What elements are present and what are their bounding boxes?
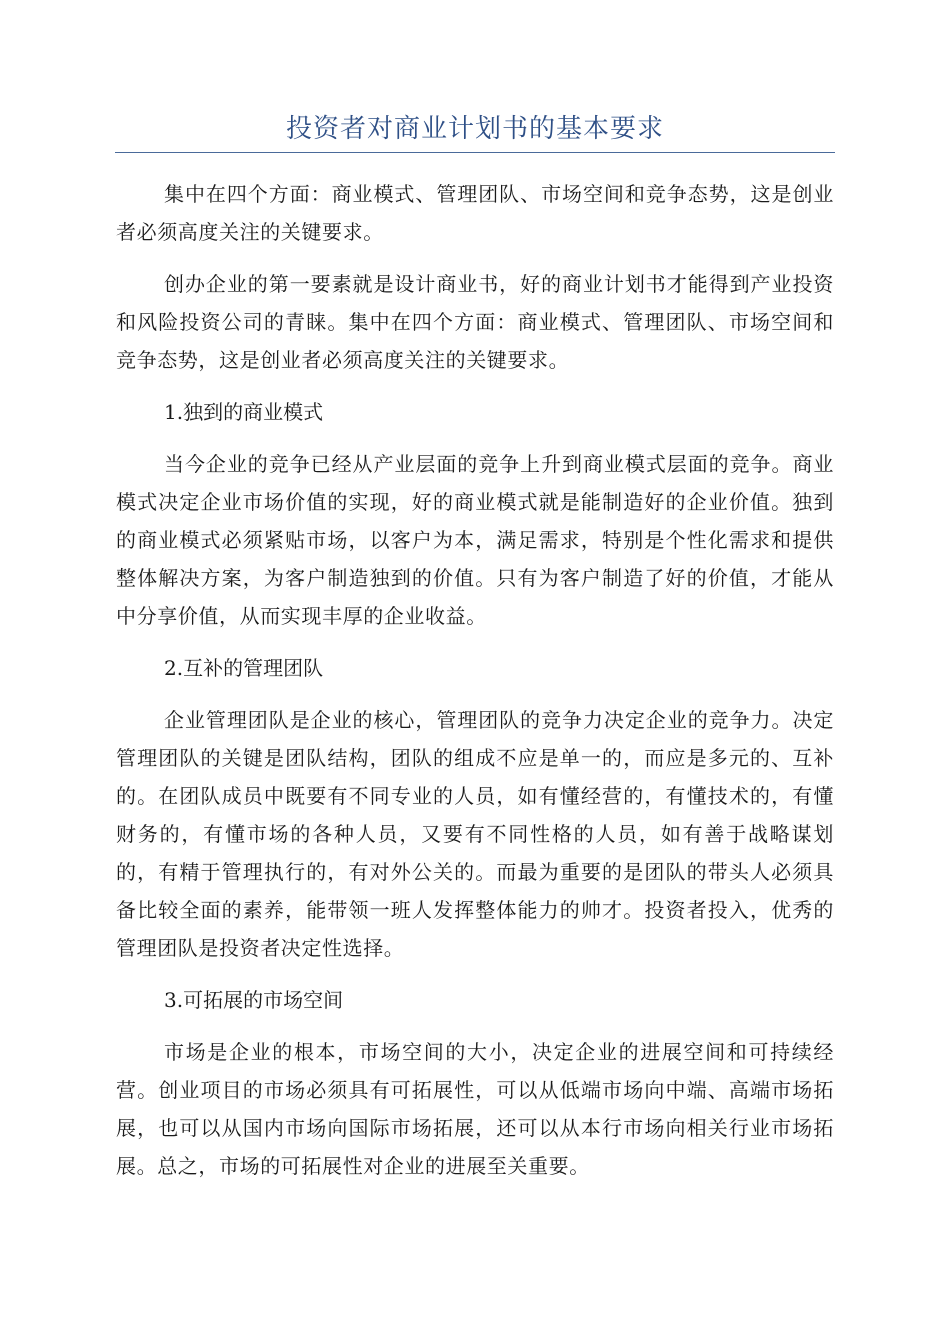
intro-paragraph-1: 集中在四个方面：商业模式、管理团队、市场空间和竞争态势，这是创业者必须高度关注的关键要求。 [116,182,834,244]
section-text-market-space: 市场是企业的根本，市场空间的大小，决定企业的进展空间和可持续经营。创业项目的市场必须具有可拓展性，可以从低端市场向中端、高端市场拓展，也可以从国内市场向国际市场拓展，还可以从本行市场向相关行业市场拓展。总之，市场的可拓展性对企业的进展至关重要。 [116,1040,834,1178]
section-heading-market-space: 3.可拓展的市场空间 [164,988,344,1012]
title-block [115,112,835,153]
section-heading-management-team: 2.互补的管理团队 [164,656,324,680]
document-body [116,175,834,1199]
section-text-management-team: 企业管理团队是企业的核心，管理团队的竞争力决定企业的竞争力。决定管理团队的关键是团队结构，团队的组成不应是单一的，而应是多元的、互补的。在团队成员中既要有不同专业的人员，如有懂经营的，有懂技术的，有懂财务的，有懂市场的各种人员，又要有不同性格的人员，如有善于战略谋划的，有精于管理执行的，有对外公关的。而最为重要的是团队的带头人必须具备比较全面的素养，能带领一班人发挥整体能力的帅才。投资者投入，优秀的管理团队是投资者决定性选择。 [116,708,834,960]
intro-paragraph-2: 创办企业的第一要素就是设计商业书，好的商业计划书才能得到产业投资和风险投资公司的青睐。集中在四个方面：商业模式、管理团队、市场空间和竞争态势，这是创业者必须高度关注的关键要求。 [116,272,834,372]
page-title: 投资者对商业计划书的基本要求 [285,114,664,144]
section-text-business-model: 当今企业的竞争已经从产业层面的竞争上升到商业模式层面的竞争。商业模式决定企业市场价值的实现，好的商业模式就是能制造好的企业价值。独到的商业模式必须紧贴市场，以客户为本，满足需求，特别是个性化需求和提供整体解决方案，为客户制造独到的价值。只有为客户制造了好的价值，才能从中分享价值，从而实现丰厚的企业收益。 [116,452,834,628]
section-heading-business-model: 1.独到的商业模式 [164,400,324,424]
